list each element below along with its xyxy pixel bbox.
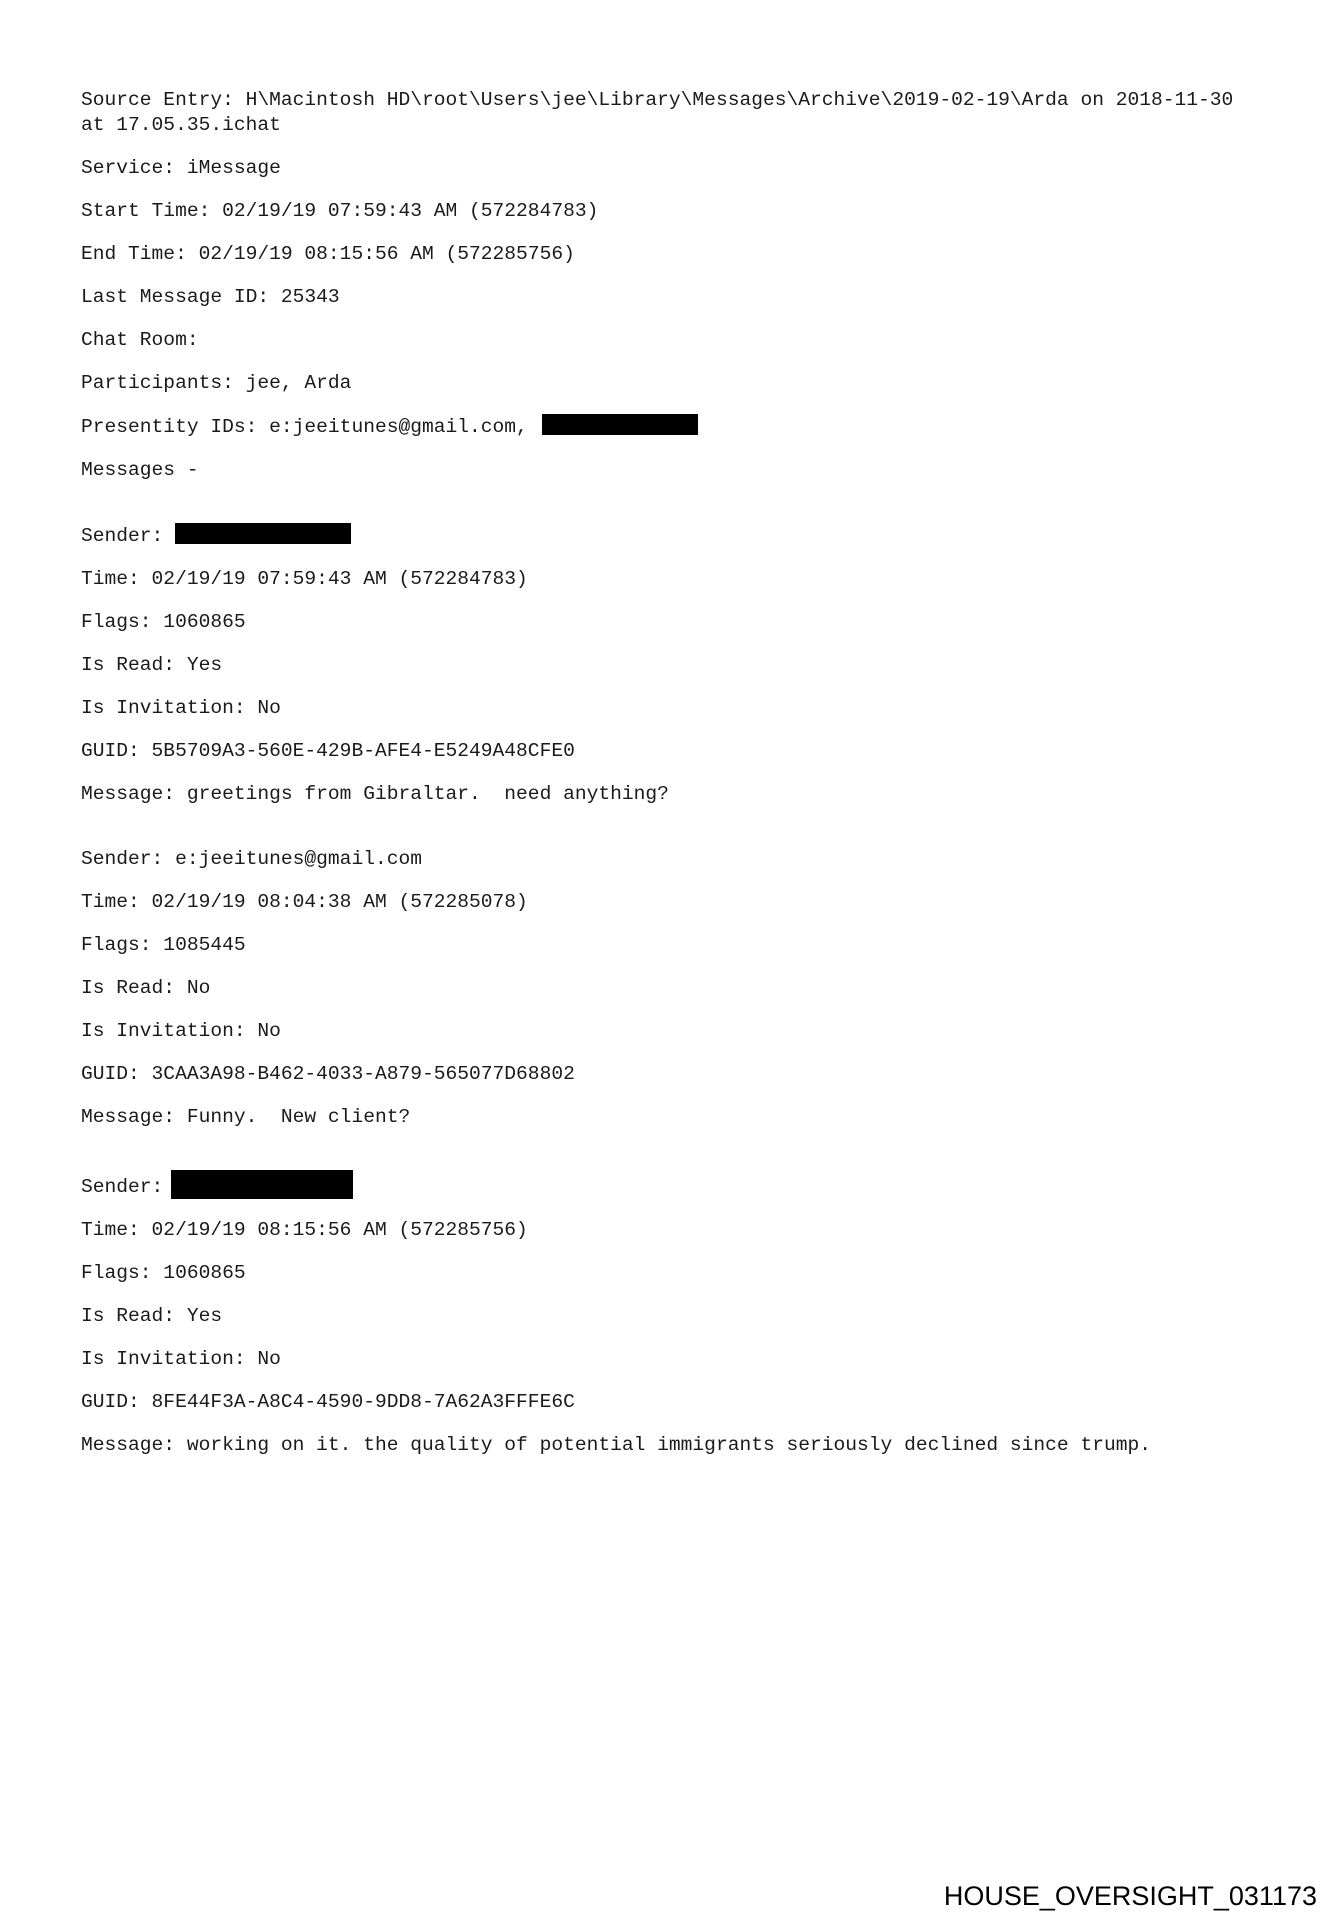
participants: Participants: jee, Arda: [81, 372, 352, 394]
message-is-read: Is Read: No: [81, 977, 211, 999]
bates-number: HOUSE_OVERSIGHT_031173: [943, 1881, 1317, 1911]
message-flags: Flags: 1060865: [81, 1262, 246, 1284]
message-entry-1: [81, 523, 1261, 807]
message-text: Message: Funny. New client?: [81, 1106, 411, 1128]
message-time: Time: 02/19/19 08:04:38 AM (572285078): [81, 891, 528, 913]
messages-label: Messages -: [81, 459, 199, 481]
message-guid: GUID: 3CAA3A98-B462-4033-A879-565077D68802: [81, 1063, 575, 1085]
sender: Sender:: [81, 1176, 164, 1198]
redaction-bar: [542, 414, 698, 435]
redaction-bar: [171, 1170, 353, 1199]
service: Service: iMessage: [81, 157, 281, 179]
message-time: Time: 02/19/19 07:59:43 AM (572284783): [81, 568, 528, 590]
message-is-invitation: Is Invitation: No: [81, 1348, 281, 1370]
message-guid: GUID: 8FE44F3A-A8C4-4590-9DD8-7A62A3FFFE6C: [81, 1391, 575, 1413]
message-is-invitation: Is Invitation: No: [81, 697, 281, 719]
message-is-read: Is Read: Yes: [81, 1305, 223, 1327]
message-guid: GUID: 5B5709A3-560E-429B-AFE4-E5249A48CFE0: [81, 740, 575, 762]
chat-room: Chat Room:: [81, 329, 199, 351]
message-is-read: Is Read: Yes: [81, 654, 223, 676]
presentity-ids-row: [81, 414, 1261, 440]
presentity-ids: Presentity IDs: e:jeeitunes@gmail.com,: [81, 416, 528, 438]
sender-row: [81, 1170, 1261, 1200]
chat-header: [81, 88, 1261, 483]
message-flags: Flags: 1060865: [81, 611, 246, 633]
message-text: Message: greetings from Gibraltar. need anything?: [81, 783, 669, 805]
document-page: [81, 88, 1261, 1476]
sender-row: [81, 523, 1261, 549]
message-entry-2: [81, 847, 1261, 1130]
sender: Sender:: [81, 525, 164, 547]
start-time: Start Time: 02/19/19 07:59:43 AM (572284783): [81, 200, 599, 222]
redaction-bar: [175, 523, 351, 544]
message-is-invitation: Is Invitation: No: [81, 1020, 281, 1042]
message-text: Message: working on it. the quality of potential immigrants seriously declined since trump.: [81, 1434, 1151, 1456]
message-entry-3: [81, 1170, 1261, 1458]
last-message-id: Last Message ID: 25343: [81, 286, 340, 308]
message-time: Time: 02/19/19 08:15:56 AM (572285756): [81, 1219, 528, 1241]
end-time: End Time: 02/19/19 08:15:56 AM (572285756): [81, 243, 575, 265]
sender: Sender: e:jeeitunes@gmail.com: [81, 848, 422, 870]
message-flags: Flags: 1085445: [81, 934, 246, 956]
source-entry: Source Entry: H\Macintosh HD\root\Users\jee\Library\Messages\Archive\2019-02-19\Arda on 2018-11-30 at 17.05.35.ichat: [81, 89, 1246, 136]
